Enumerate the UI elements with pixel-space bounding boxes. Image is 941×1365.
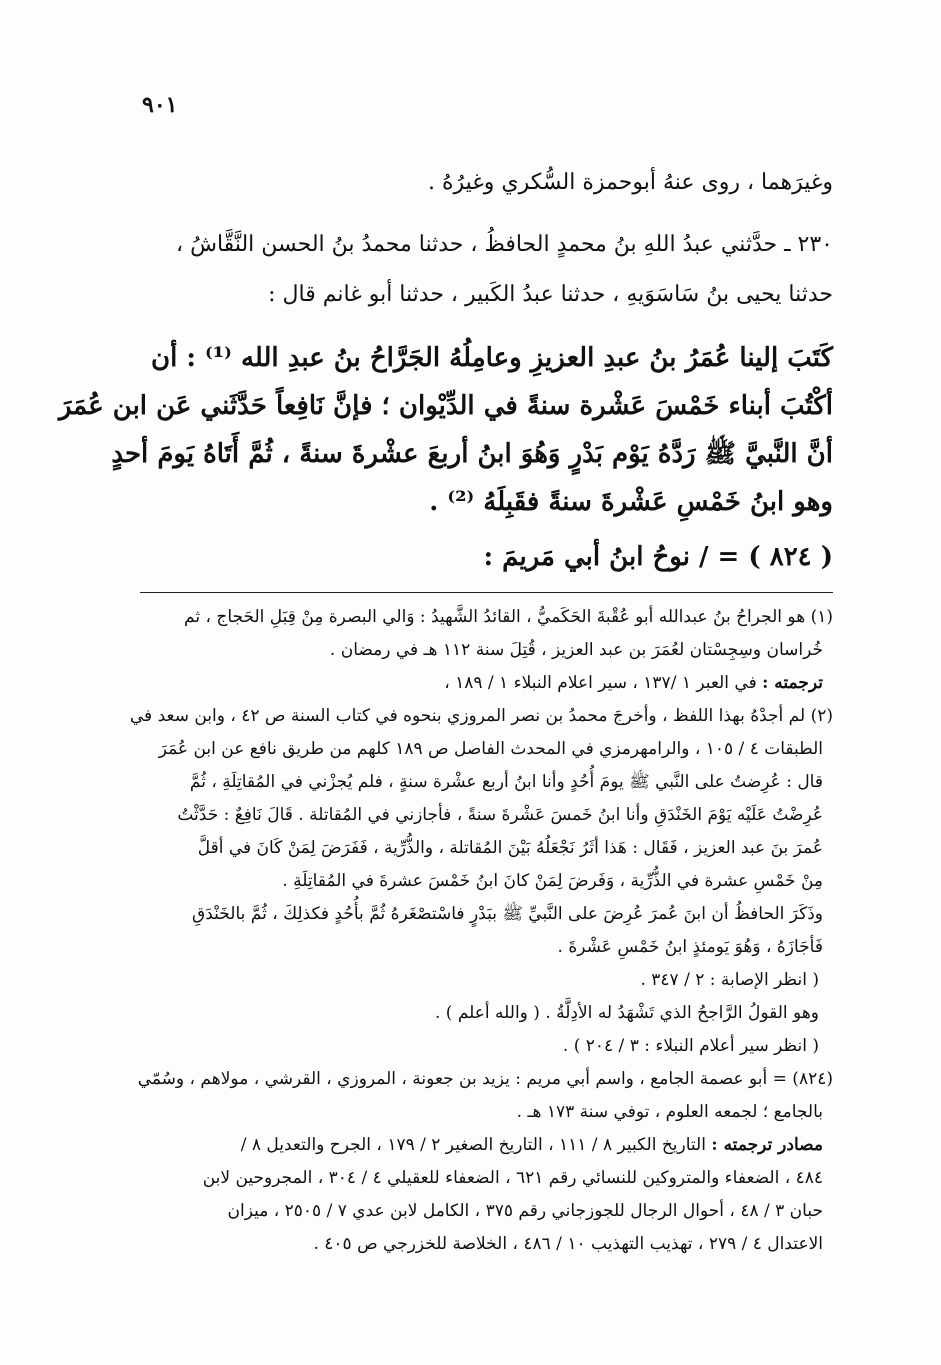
footnote-2-line: قال : عُرِضتُ على النَّبي ﷺ يومَ أُحُدٍ وأنا ابنُ أربع عشْرة سنةٍ ، فلم يُجزْني في المُقاتِلَةِ ، ثُمَّ [189, 772, 823, 792]
footnote-2-line: (٢) لم أجدْهُ بهذا اللفظ ، وأخرجَ محمدُ بن نصر المروزي بنحوه في كتاب السنة ص ٤٢ ، وابن سعد في [129, 706, 833, 726]
footnote-divider [140, 592, 833, 593]
isnad-line: حدثنا يحيى بنُ سَاسَوَيهِ ، حدثنا عبدُ الكَبير ، حدثنا أبو غانم قال : [268, 282, 833, 307]
footnote-2-note: ( انظر سير أعلام النبلاء : ٣ / ٢٠٤ ) . [562, 1036, 819, 1056]
footnote-824-line: ٤٨٤ ، الضعفاء والمتروكين للنسائي رقم ٦٢١ ، الضعفاء للعقيلي ٤ / ٣٠٤ ، المجروحين لابن [202, 1168, 823, 1188]
footnote-2-line: مِنْ خَمْسِ عشرة في الذُّرِّية ، وَفَرضَ لِمَنْ كانَ ابنُ خَمْسَ عشرةَ في المُقاتِلَةِ . [282, 871, 823, 891]
footnote-824-line: بالجامع ؛ لجمعه العلوم ، توفي سنة ١٧٣ هـ . [516, 1102, 823, 1122]
matn-line: كَتَبَ إلينا عُمَرُ بنُ عبدِ العزيزِ وعامِلُهُ الجَرَّاحُ بنُ عبدِ الله ⁽¹⁾ : أن [151, 343, 833, 373]
footnote-2-line: عُمرَ بنَ عبد العزيز ، فَقَال : هَذا أثَرُ نَجْعَلُهُ بَيْنَ المُقاتلة ، والذُّرِّية ، فَفَرَضَ لِمَنْ كَانَ في أقلَّ [197, 838, 823, 858]
bio-label: ترجمته : [762, 673, 823, 693]
footnote-1-line: خُراسان وسِجِسْتان لعُمَرَ بن عبد العزيز ، قُتِلَ سنة ١١٢ هـ في رمضان . [329, 640, 823, 660]
bio-text: في العبر ١ /١٣٧ ، سير اعلام النبلاء ١ / ١٨٩ ، [444, 673, 757, 693]
main-text [58, 160, 833, 584]
footnote-2-line: عُرِضْتُ عَلَيْه يَوْمَ الخَنْدَقِ وأنا ابنُ خَمسَ عَشْرةَ سنةً ، فأجازني في المُقاتلة . قَالَ نَافِعٌ : حَدَّثْتُ [177, 805, 823, 825]
footnote-824-line: الاعتدال ٤ / ٢٧٩ ، تهذيب التهذيب ١٠ / ٤٨٦ ، الخلاصة للخزرجي ص ٤٠٥ . [313, 1234, 823, 1254]
footnote-2-line: فَأجَازَهُ ، وَهُوَ يَومئذٍ ابنُ خَمْسِ عَشْرةَ . [557, 937, 823, 957]
footnotes [129, 592, 833, 1261]
matn-line: أنَّ النَّبيَّ ﷺ رَدَّهُ يَوْم بَدْرٍ وَهُوَ ابنُ أربعَ عشْرةَ سنةً ، ثُمَّ أَتَاهُ يَومَ أحدٍ [111, 439, 833, 469]
page-number: ٩٠١ [142, 92, 178, 118]
isnad-line: ٢٣٠ ـ حدَّثني عبدُ اللهِ بنُ محمدٍ الحافظُ ، حدثنا محمدُ بنُ الحسن النَّقَّاشُ ، [176, 232, 833, 257]
footnote-2-note: ( انظر الإصابة : ٢ / ٣٤٧ . [640, 970, 819, 990]
matn-line: وهو ابنُ خَمْسِ عَشْرةَ سنةً فقَبِلَهُ ⁽²⁾ . [429, 487, 833, 517]
sources-text: التاريخ الكبير ٨ / ١١١ ، التاريخ الصغير ٢ / ١٧٩ ، الجرح والتعديل ٨ / [240, 1135, 706, 1155]
footnote-2-line: الطبقات ٤ / ١٠٥ ، والرامهرمزي في المحدث الفاصل ص ١٨٩ كلهم من طريق نافع عن ابن عُمَرَ [158, 739, 823, 759]
entry-heading: ( ٨٢٤ ) = / نوحُ ابنُ أبي مَريمَ : [483, 542, 833, 572]
footnote-1-line: (١) هو الجراحُ بنُ عبدالله أبو عُقْبةَ الحَكَميُّ ، القائدُ الشَّهيدُ : وَالي البصرة مِنْ قِبَلِ الحَجاج ، ثم [184, 607, 833, 627]
footnote-824-sources [140, 1129, 833, 1162]
continuation-line: وغيرَهما ، روى عنهُ أبوحمزة السُّكري وغيرُهُ . [428, 170, 833, 195]
footnote-1-bio [140, 667, 833, 700]
footnote-2-line: وذَكَرَ الحافظُ أن ابنَ عُمرَ عُرِضَ على النَّبيِّ ﷺ ببَدْرٍ فاسْتصْغَرهُ ثُمَّ بأُحُدٍ فكذلِكَ ، ثُمَّ بالخَنْدَقِ [192, 904, 823, 924]
footnote-824-line: حبان ٣ / ٤٨ ، أحوال الرجال للجوزجاني رقم ٣٧٥ ، الكامل لابن عدي ٧ / ٢٥٠٥ ، ميزان [227, 1201, 823, 1221]
footnote-2-note: وهو القولُ الرَّاجحُ الذي تَشْهَدُ له الأدِلَّةُ . ( والله أعلم ) . [434, 1003, 819, 1023]
footnote-824-line: (٨٢٤) = أبو عصمة الجامع ، واسم أبي مريم : يزيد بن جعونة ، المروزي ، القرشي ، مولاهم ، وسُمّي [137, 1069, 833, 1089]
sources-label: مصادر ترجمته : [711, 1135, 823, 1155]
matn-line: أكْتُبَ أبناء خَمْسَ عَشْرة سنةً في الدِّيْوان ؛ فإنَّ نَافِعاً حَدَّثَني عَن ابن عُمَرَ [58, 391, 833, 421]
